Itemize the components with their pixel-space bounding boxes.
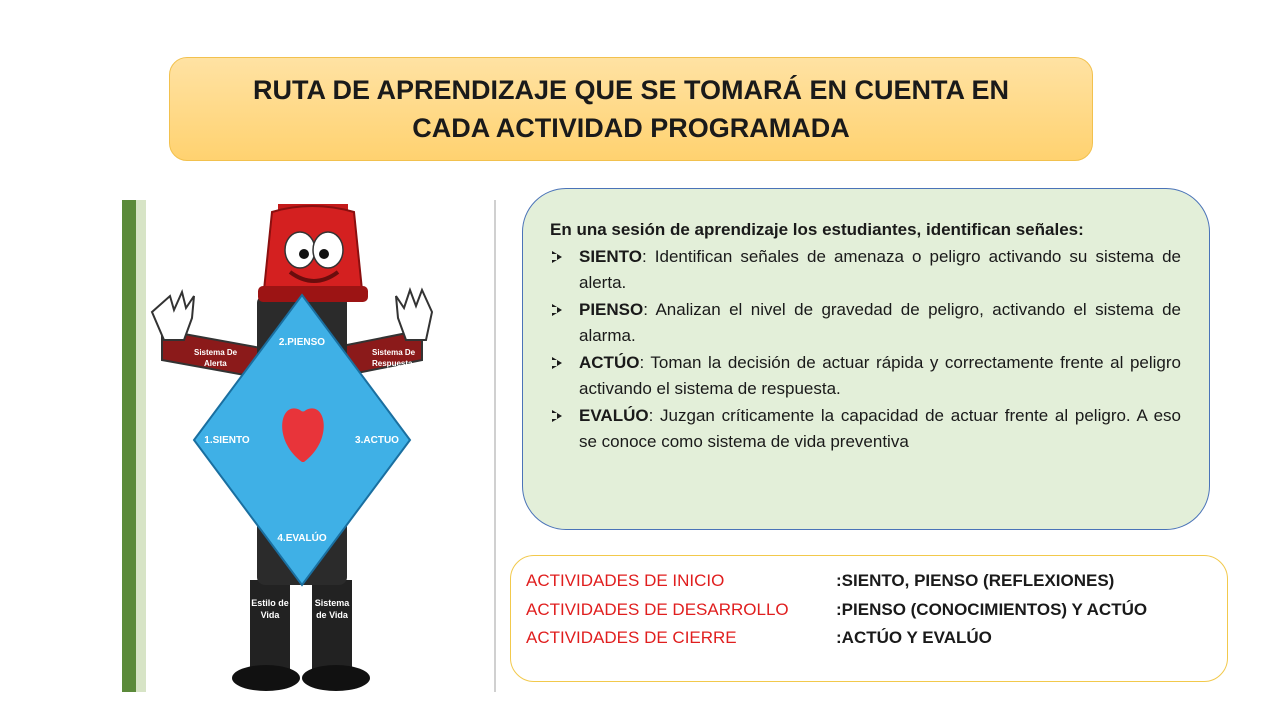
activity-value: SIENTO, PIENSO (REFLEXIONES) (841, 571, 1115, 590)
right-shoe (302, 665, 370, 691)
left-pupil (299, 249, 309, 259)
activities-box (510, 555, 1228, 682)
item-text: : Identifican señales de amenaza o peligro activando su sistema de alerta. (579, 246, 1181, 292)
item-text: : Toman la decisión de actuar rápida y correctamente frente al peligro activando el sistema de respuesta. (579, 352, 1181, 398)
character-drawing (122, 200, 496, 692)
diamond-label-right: 3.ACTUO (355, 435, 399, 446)
right-edge-line (494, 200, 496, 692)
left-hand (152, 292, 194, 340)
arm-left-label-2: Alerta (204, 359, 227, 368)
item-text: : Analizan el nivel de gravedad de peligro, activando el sistema de alarma. (579, 299, 1181, 345)
leg-left-label-1: Estilo de (251, 598, 289, 608)
arm-right-label-1: Sistema De (372, 348, 416, 357)
item-term: ACTÚO (579, 352, 640, 372)
left-edge-shade (136, 200, 146, 692)
learning-signals-box (522, 188, 1210, 530)
item-term: EVALÚO (579, 405, 649, 425)
list-item (550, 350, 1181, 403)
list-item (550, 297, 1181, 350)
item-text: : Juzgan críticamente la capacidad de actuar frente al peligro. A eso se conoce como sistema de vida preventiva (579, 405, 1181, 451)
right-eye (313, 232, 343, 268)
right-leg (312, 580, 352, 672)
activity-row-desarrollo (526, 596, 1227, 625)
siren-base (258, 286, 368, 302)
right-pupil (319, 249, 329, 259)
arm-left-label-1: Sistema De (194, 348, 238, 357)
activity-separator: : (836, 599, 842, 619)
left-shoe (232, 665, 300, 691)
activity-row-cierre (526, 624, 1227, 653)
activity-separator: : (836, 628, 842, 647)
list-item (550, 403, 1181, 456)
leg-right-label-2: de Vida (316, 610, 348, 620)
arm-right-label-2: Respuesta (372, 359, 413, 368)
diamond-label-left: 1.SIENTO (204, 435, 250, 446)
diamond-label-top: 2.PIENSO (278, 337, 326, 348)
right-hand (396, 290, 432, 340)
activity-value: PIENSO (CONOCIMIENTOS) Y ACTÚO (841, 599, 1148, 619)
leg-left-label-2: Vida (260, 610, 280, 620)
activity-row-inicio (526, 567, 1227, 596)
left-leg (250, 580, 290, 672)
title-line-1: RUTA DE APRENDIZAJE QUE SE TOMARÁ EN CUENTA EN (252, 75, 1010, 105)
intro-text: En una sesión de aprendizaje los estudiantes, identifican señales: (550, 220, 1084, 239)
title-banner (169, 57, 1093, 161)
diamond-label-bottom: 4.EVALÚO (277, 533, 327, 544)
left-edge-bar (122, 200, 136, 692)
alert-character-illustration (122, 200, 496, 692)
activity-label: ACTIVIDADES DE DESARROLLO (526, 599, 789, 619)
left-eye (285, 232, 315, 268)
signals-list (550, 244, 1181, 456)
activity-value: ACTÚO Y EVALÚO (841, 628, 992, 647)
title-line-2: CADA ACTIVIDAD PROGRAMADA (412, 113, 850, 143)
leg-right-label-1: Sistema (314, 598, 350, 608)
activity-separator: : (836, 571, 842, 590)
activity-label: ACTIVIDADES DE CIERRE (526, 628, 737, 647)
item-term: SIENTO (579, 246, 642, 266)
activity-label: ACTIVIDADES DE INICIO (526, 571, 725, 590)
list-item (550, 244, 1181, 297)
item-term: PIENSO (579, 299, 644, 319)
